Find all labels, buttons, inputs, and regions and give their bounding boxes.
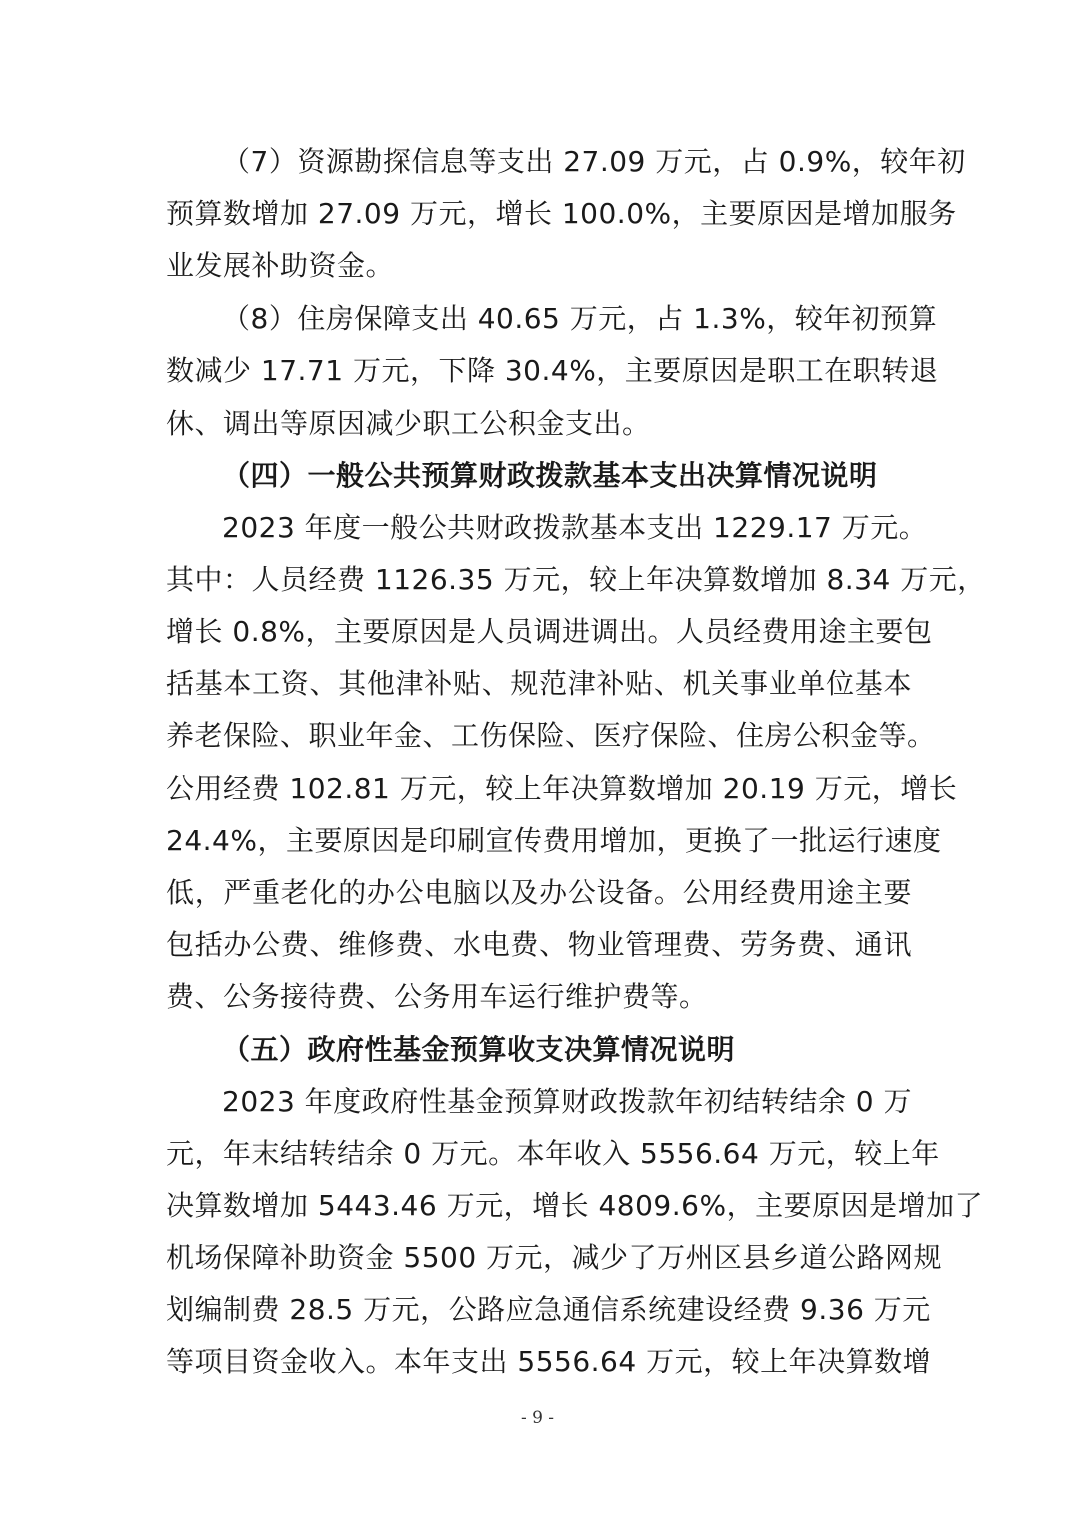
fund-budget-line-2: 元，年末结转结余 0 万元。本年收入 5556.64 万元，较上年 [166,1137,940,1170]
para-7-line-1: （7）资源勘探信息等支出 27.09 万元，占 0.9%，较年初 [222,145,966,178]
basic-expense-line-6: 公用经费 102.81 万元，较上年决算数增加 20.19 万元，增长 [166,772,958,805]
fund-budget-line-1: 2023 年度政府性基金预算财政拨款年初结转结余 0 万 [222,1085,912,1118]
fund-budget-line-5: 划编制费 28.5 万元，公路应急通信系统建设经费 9.36 万元 [166,1293,931,1326]
fund-budget-line-4: 机场保障补助资金 5500 万元，减少了万州区县乡道公路网规 [166,1241,943,1274]
section-heading-5: （五）政府性基金预算收支决算情况说明 [222,1033,736,1066]
basic-expense-line-1: 2023 年度一般公共财政拨款基本支出 1229.17 万元。 [222,511,928,544]
basic-expense-line-7: 24.4%，主要原因是印刷宣传费用增加，更换了一批运行速度 [166,824,942,857]
fund-budget-line-3: 决算数增加 5443.46 万元，增长 4809.6%，主要原因是增加了 [166,1189,984,1222]
basic-expense-line-4: 括基本工资、其他津补贴、规范津补贴、机关事业单位基本 [166,667,912,700]
basic-expense-line-3: 增长 0.8%，主要原因是人员调进调出。人员经费用途主要包 [166,615,933,648]
para-7-line-2: 预算数增加 27.09 万元，增长 100.0%，主要原因是增加服务 [166,197,957,230]
basic-expense-line-2: 其中：人员经费 1126.35 万元，较上年决算数增加 8.34 万元， [166,563,986,596]
basic-expense-line-5: 养老保险、职业年金、工伤保险、医疗保险、住房公积金等。 [166,719,936,752]
fund-budget-line-6: 等项目资金收入。本年支出 5556.64 万元，较上年决算数增 [166,1345,932,1378]
page-number: - 9 - [520,1408,555,1428]
section-heading-4: （四）一般公共预算财政拨款基本支出决算情况说明 [222,459,878,492]
para-8-line-3: 休、调出等原因减少职工公积金支出。 [166,407,651,440]
para-8-line-2: 数减少 17.71 万元，下降 30.4%，主要原因是职工在职转退 [166,354,939,387]
basic-expense-line-9: 包括办公费、维修费、水电费、物业管理费、劳务费、通讯 [166,928,912,961]
para-8-line-1: （8）住房保障支出 40.65 万元，占 1.3%，较年初预算 [222,302,938,335]
basic-expense-line-8: 低，严重老化的办公电脑以及办公设备。公用经费用途主要 [166,876,912,909]
basic-expense-line-10: 费、公务接待费、公务用车运行维护费等。 [166,980,708,1013]
para-7-line-3: 业发展补助资金。 [166,249,395,282]
